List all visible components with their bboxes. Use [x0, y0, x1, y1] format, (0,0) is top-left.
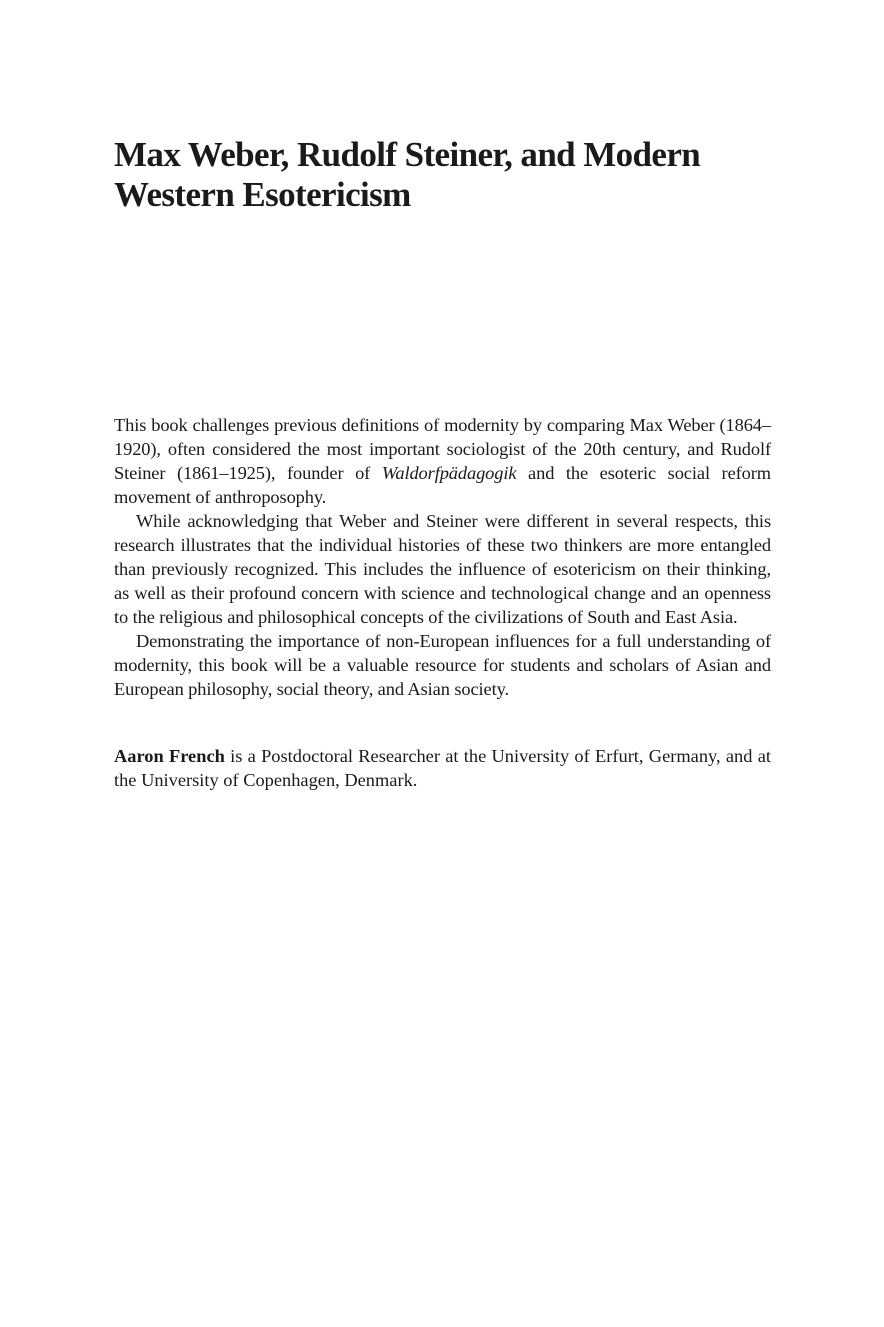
- description-p1-text-start: This book challenges previous definitions of modernity by comparing Max Weber (1864–1920), often considered the most important sociologist of the 20th century, and Rudolf Steiner (1861–1925), founder of: [114, 415, 771, 483]
- description-p1-text-end: and the esoteric social reform movement of anthroposophy.: [114, 463, 771, 507]
- author-bio: [114, 744, 771, 792]
- description-paragraph-2: While acknowledging that Weber and Steiner were different in several respects, this research illustrates that the individual histories of these two thinkers are more entangled than previously recognized. This includes the influence of esotericism on their thinking, as well as their profound concern with science and technological change and an openness to the religious and philosophical concepts of the civilizations of South and East Asia.: [114, 511, 771, 627]
- description-paragraph-1: [114, 413, 771, 509]
- book-title-line-1: Max Weber, Rudolf Steiner, and Modern: [114, 135, 701, 174]
- description-paragraph-3: Demonstrating the importance of non-European influences for a full understanding of modernity, this book will be a valuable resource for students and scholars of Asian and European philosophy, social theory, and Asian society.: [114, 631, 771, 699]
- author-bio-text: is a Postdoctoral Researcher at the University of Erfurt, Germany, and at the University of Copenhagen, Denmark.: [114, 746, 771, 790]
- description-p1-italic-term: Waldorfpädagogik: [381, 463, 517, 483]
- book-description: [114, 413, 771, 701]
- author-name: Aaron French: [114, 746, 225, 766]
- book-title: [114, 135, 774, 215]
- book-title-line-2: Western Esotericism: [114, 175, 411, 214]
